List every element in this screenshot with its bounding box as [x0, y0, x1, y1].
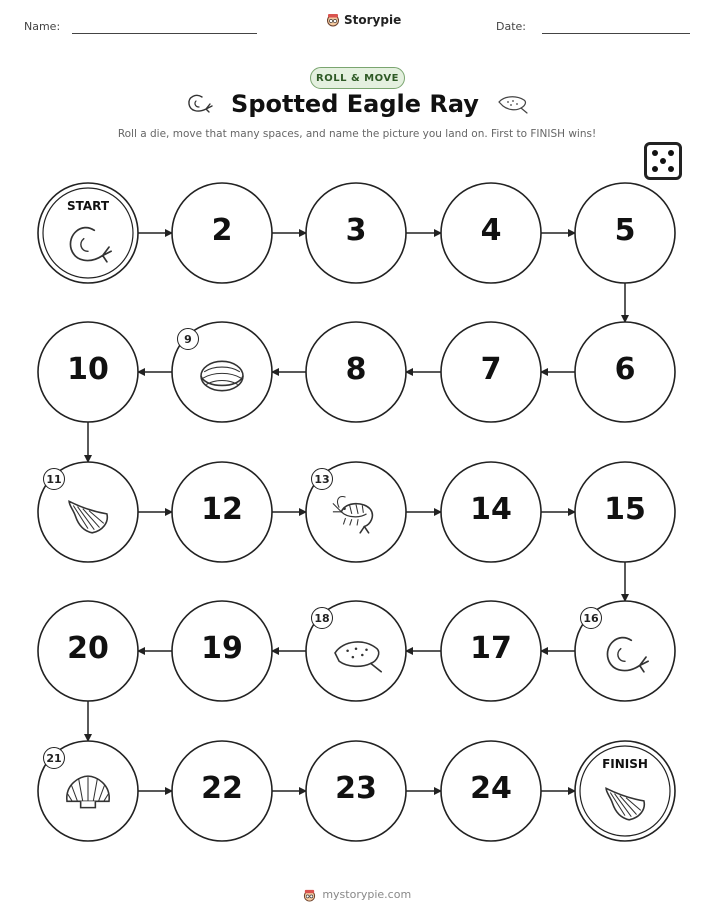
space-number: 15 [604, 492, 646, 527]
storypie-mascot-icon [303, 889, 316, 902]
space-number-badge: 11 [43, 468, 65, 490]
space-number: 3 [345, 213, 367, 248]
footer-url: mystorypie.com [322, 888, 412, 901]
date-label: Date: [496, 20, 526, 33]
space-number: 7 [480, 352, 502, 387]
space-number: 17 [470, 631, 512, 666]
brand-name: Storypie [344, 13, 402, 27]
space-number: 20 [67, 631, 109, 666]
space-number: 23 [335, 771, 377, 806]
start-space [38, 183, 138, 283]
name-label: Name: [24, 20, 61, 33]
space-number: 2 [211, 213, 233, 248]
space-number: 5 [614, 213, 636, 248]
space-number: 24 [470, 771, 512, 806]
start-label: START [66, 199, 110, 213]
footer [0, 888, 714, 902]
instructions: Roll a die, move that many spaces, and name the picture you land on. First to FINISH wins! [117, 128, 597, 140]
space-number-badge: 21 [43, 747, 65, 769]
space-number: 12 [201, 492, 243, 527]
space-number: 6 [614, 352, 636, 387]
clam-icon [201, 361, 243, 390]
space-number: 4 [480, 213, 502, 248]
activity-tag: ROLL & MOVE [310, 67, 405, 89]
space-number: 14 [470, 492, 512, 527]
space-number: 10 [67, 352, 109, 387]
finish-label: FINISH [602, 757, 648, 771]
page-title: Spotted Eagle Ray [231, 90, 479, 118]
space-number-badge: 13 [311, 468, 333, 490]
space-number-badge: 9 [177, 328, 199, 350]
space-number: 19 [201, 631, 243, 666]
space-number-badge: 16 [580, 607, 602, 629]
space-number-badge: 18 [311, 607, 333, 629]
finish-space [575, 741, 675, 841]
space-number: 22 [201, 771, 243, 806]
space-number: 8 [345, 352, 367, 387]
